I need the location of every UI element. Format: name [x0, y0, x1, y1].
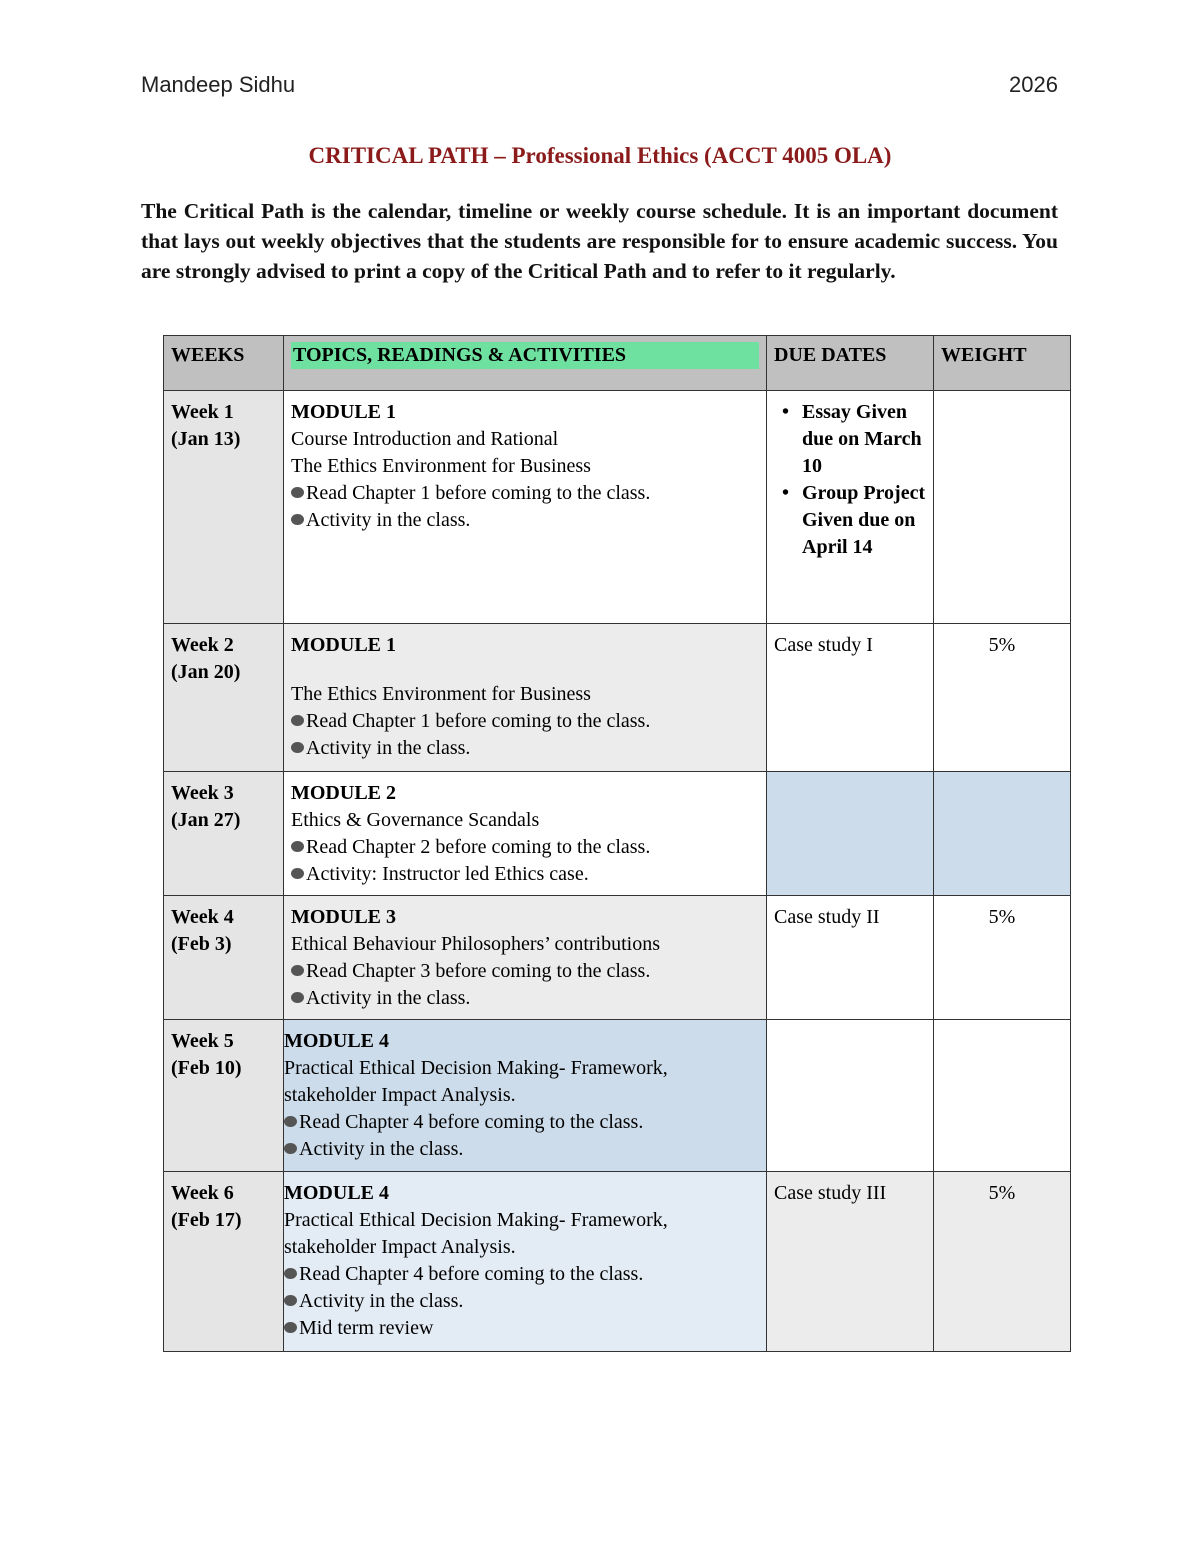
topics-cell: MODULE 4 Practical Ethical Decision Making- Framework, stakeholder Impact Analysis. Read Chapter 4 before coming to the class. Activity in the class. Mid term review — [284, 1172, 767, 1352]
header-topics: TOPICS, READINGS & ACTIVITIES — [284, 336, 767, 391]
critical-path-table — [163, 335, 1071, 1352]
bullet-icon — [291, 742, 304, 753]
due-cell: Case study I — [767, 624, 934, 772]
week-cell: Week 6 (Feb 17) — [164, 1172, 284, 1352]
module-title: MODULE 4 — [284, 1030, 389, 1052]
module-title: MODULE 1 — [291, 401, 396, 423]
table-row — [164, 624, 1071, 772]
weight-cell: 5% — [934, 624, 1071, 772]
topics-cell: MODULE 3 Ethical Behaviour Philosophers’ contributions Read Chapter 3 before coming to the class. Activity in the class. — [284, 896, 767, 1020]
due-cell — [767, 391, 934, 624]
topics-cell: MODULE 2 Ethics & Governance Scandals Read Chapter 2 before coming to the class. Activity: Instructor led Ethics case. — [284, 772, 767, 896]
header-year: 2026 — [1009, 72, 1058, 97]
bullet-icon — [291, 514, 304, 525]
module-title: MODULE 1 — [291, 634, 396, 656]
bullet-icon — [284, 1268, 297, 1279]
weight-cell — [934, 1020, 1071, 1172]
module-title: MODULE 2 — [291, 782, 396, 804]
topics-cell: MODULE 4 Practical Ethical Decision Making- Framework, stakeholder Impact Analysis. Read Chapter 4 before coming to the class. Activity in the class. — [284, 1020, 767, 1172]
table-row — [164, 391, 1071, 624]
table-row — [164, 1020, 1071, 1172]
weight-cell — [934, 391, 1071, 624]
header-author: Mandeep Sidhu — [141, 72, 296, 97]
topics-cell: MODULE 1 Course Introduction and Rational The Ethics Environment for Business Read Chapter 1 before coming to the class. Activity in the class. — [284, 391, 767, 624]
table-header-row — [164, 336, 1071, 391]
bullet-icon — [284, 1295, 297, 1306]
bullet-icon — [284, 1116, 297, 1127]
bullet-icon — [291, 841, 304, 852]
list-item: • Group Project Given due on April 14 — [792, 480, 926, 561]
bullet-icon — [291, 715, 304, 726]
module-title: MODULE 3 — [291, 906, 396, 928]
bullet-icon — [291, 487, 304, 498]
header-weight: WEIGHT — [934, 336, 1071, 391]
intro-paragraph: The Critical Path is the calendar, timeline or weekly course schedule. It is an important document that lays out weekly objectives that the students are responsible for to ensure academic success. You are strongly advised to print a copy of the Critical Path and to refer to it regularly. — [141, 199, 1058, 283]
bullet-icon — [291, 965, 304, 976]
table-row — [164, 772, 1071, 896]
week-cell: Week 3 (Jan 27) — [164, 772, 284, 896]
due-cell: Case study III — [767, 1172, 934, 1352]
topics-cell: MODULE 1 The Ethics Environment for Business Read Chapter 1 before coming to the class. Activity in the class. — [284, 624, 767, 772]
weight-cell: 5% — [934, 1172, 1071, 1352]
header-due-dates: DUE DATES — [767, 336, 934, 391]
header-weeks: WEEKS — [164, 336, 284, 391]
document-title: CRITICAL PATH – Professional Ethics (ACCT 4005 OLA) — [308, 143, 892, 168]
bullet-icon — [291, 868, 304, 879]
weight-cell: 5% — [934, 896, 1071, 1020]
table-row — [164, 1172, 1071, 1352]
week-cell: Week 1 (Jan 13) — [164, 391, 284, 624]
bullet-icon — [291, 992, 304, 1003]
due-list — [774, 399, 926, 561]
week-cell: Week 5 (Feb 10) — [164, 1020, 284, 1172]
week-cell: Week 2 (Jan 20) — [164, 624, 284, 772]
due-cell — [767, 1020, 934, 1172]
module-title: MODULE 4 — [284, 1182, 389, 1204]
due-cell — [767, 772, 934, 896]
table-row — [164, 896, 1071, 1020]
list-item: • Essay Given due on March 10 — [792, 399, 926, 480]
bullet-icon — [284, 1322, 297, 1333]
weight-cell — [934, 772, 1071, 896]
week-cell: Week 4 (Feb 3) — [164, 896, 284, 1020]
bullet-icon — [284, 1143, 297, 1154]
due-cell: Case study II — [767, 896, 934, 1020]
